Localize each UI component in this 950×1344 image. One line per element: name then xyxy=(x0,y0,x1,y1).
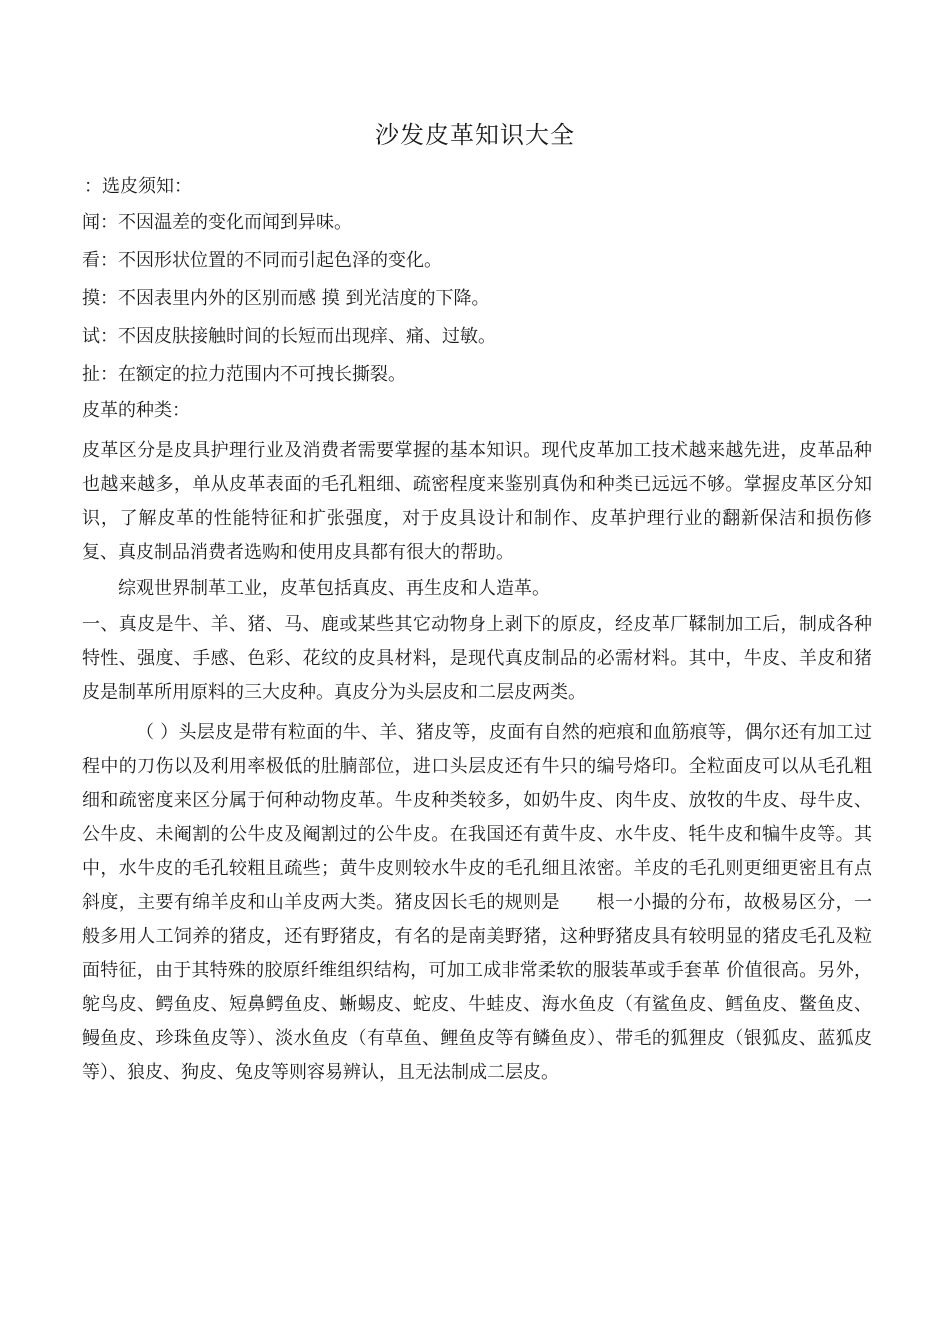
document-title: 沙发皮革知识大全 xyxy=(375,121,575,149)
select-heading: ：选皮须知： xyxy=(84,176,192,197)
check-look: 看：不因形状位置的不同而引起色泽的变化。 xyxy=(82,250,442,271)
check-test: 试：不因皮肤接触时间的长短而出现痒、痛、过敏。 xyxy=(82,326,496,347)
check-smell: 闻：不因温差的变化而闻到异味。 xyxy=(82,212,352,233)
top-grain-paragraph: （ ）头层皮是带有粒面的牛、羊、猪皮等，皮面有自然的疤痕和血筋痕等，偶尔还有加工过程中的刀伤以及利用率极低的肚腩部位，进口头层皮还有牛只的编号烙印。全粒面皮可以从毛孔粗细和疏密度来区分属于何种动物皮革。牛皮种类较多，如奶牛皮、肉牛皮、放牧的牛皮、母牛皮、公牛皮、未阉割的公牛皮及阉割过的公牛皮。在我国还有黄牛皮、水牛皮、牦牛皮和犏牛皮等。其中，水牛皮的毛孔较粗且疏些；黄牛皮则较水牛皮的毛孔细且浓密。羊皮的毛孔则更细更密且有点斜度，主要有绵羊皮和山羊皮两大类。猪皮因长毛的规则是 根一小撮的分布，故极易区分，一般多用人工饲养的猪皮，还有野猪皮，有名的是南美野猪，这种野猪皮具有较明显的猪皮毛孔及粒面特征，由于其特殊的胶原纤维组织结构，可加工成非常柔软的服装革或手套革 价值很高。另外，鸵鸟皮、鳄鱼皮、短鼻鳄鱼皮、蜥蜴皮、蛇皮、牛蛙皮、海水鱼皮（有鲨鱼皮、鳕鱼皮、鳖鱼皮、鳗鱼皮、珍珠鱼皮等）、淡水鱼皮（有草鱼、鲤鱼皮等有鳞鱼皮）、带毛的狐狸皮（银狐皮、蓝狐皮等）、狼皮、狗皮、兔皮等则容易辨认，且无法制成二层皮。 xyxy=(82,722,872,1083)
document-body xyxy=(82,172,872,1090)
overview-line: 综观世界制革工业，皮革包括真皮、再生皮和人造革。 xyxy=(118,578,550,599)
check-touch: 摸：不因表里内外的区别而感 摸 到光洁度的下降。 xyxy=(82,288,490,309)
genuine-leather-paragraph: 一、真皮是牛、羊、猪、马、鹿或某些其它动物身上剥下的原皮，经皮革厂鞣制加工后，制成各种特性、强度、手感、色彩、花纹的皮具材料，是现代真皮制品的必需材料。其中，牛皮、羊皮和猪皮是制革所用原料的三大皮种。真皮分为头层皮和二层皮两类。 xyxy=(82,614,872,703)
types-heading: 皮革的种类： xyxy=(82,400,190,421)
intro-paragraph: 皮革区分是皮具护理行业及消费者需要掌握的基本知识。现代皮革加工技术越来越先进，皮革品种也越来越多，单从皮革表面的毛孔粗细、疏密程度来鉴别真伪和种类已远远不够。掌握皮革区分知识，了解皮革的性能特征和扩张强度，对于皮具设计和制作、皮革护理行业的翻新保洁和损伤修复、真皮制品消费者选购和使用皮具都有很大的帮助。 xyxy=(82,440,872,563)
check-pull: 扯：在额定的拉力范围内不可拽长撕裂。 xyxy=(82,364,406,385)
